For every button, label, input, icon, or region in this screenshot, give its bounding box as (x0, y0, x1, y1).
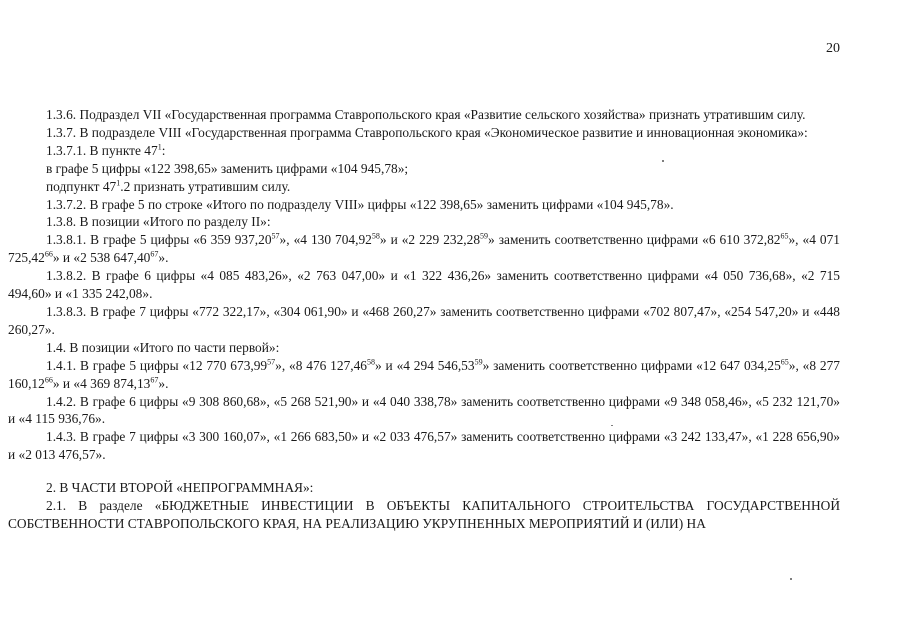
text-run: ». (158, 250, 169, 266)
text-run: » заменить соответственно цифрами «6 610 372,82 (488, 232, 781, 248)
paragraph-1-4 (8, 339, 840, 357)
text-run: 1.3.8. В позиции «Итого по разделу II»: (46, 214, 271, 230)
footnote-ref: 1 (157, 142, 162, 152)
footnote-ref: 58 (367, 357, 376, 367)
paragraph-1-3-8-1 (8, 231, 840, 267)
text-run: .2 признать утратившим силу. (120, 178, 291, 194)
text-run: », «4 130 704,92 (279, 232, 372, 248)
paragraph-1-3-6 (8, 106, 840, 124)
text-run: 1.4.3. В графе 7 цифры «3 300 160,07», «1 266 683,50» и «2 033 476,57» заменить соответственно цифрами «3 242 133,47», «1 228 656,90» и «2 013 476,57». (8, 429, 840, 463)
text-run: 1.3.6. Подраздел VII «Государственная программа Ставропольского края «Развитие сельского хозяйства» признать утратившим силу. (46, 107, 806, 122)
text-run: », «4 071 725,42 (8, 232, 840, 266)
footnote-ref: 67 (150, 375, 159, 385)
footnote-ref: 59 (480, 231, 489, 241)
scan-speck (611, 425, 613, 426)
text-run: » заменить соответственно цифрами «12 647 034,25 (482, 357, 781, 373)
text-run: 2. В ЧАСТИ ВТОРОЙ «НЕПРОГРАММНАЯ»: (46, 480, 314, 496)
text-run: » и «4 294 546,53 (375, 357, 475, 373)
paragraph-1-4-2 (8, 393, 840, 429)
document-body (8, 106, 840, 533)
text-run: ». (158, 375, 169, 391)
paragraph-1-3-8 (8, 213, 840, 231)
paragraph-subitem-47 (8, 178, 840, 196)
paragraph-1-4-3 (8, 428, 840, 464)
paragraph-1-3-8-3 (8, 303, 840, 339)
footnote-ref: 57 (271, 231, 280, 241)
text-run: 1.4.1. В графе 5 цифры «12 770 673,99 (46, 357, 268, 373)
text-run: в графе 5 цифры «122 398,65» заменить цифрами «104 945,78»; (46, 160, 409, 176)
text-run: » и «2 538 647,40 (52, 250, 151, 266)
paragraph-1-4-1 (8, 357, 840, 393)
footnote-ref: 66 (44, 249, 53, 259)
text-run: 1.4. В позиции «Итого по части первой»: (46, 339, 280, 355)
scan-speck (790, 578, 792, 580)
footnote-ref: 58 (371, 231, 380, 241)
footnote-ref: 65 (780, 357, 789, 367)
text-run: 1.3.8.2. В графе 6 цифры «4 085 483,26», «2 763 047,00» и «1 322 436,26» заменить соответственно цифрами «4 050 736,68», «2 715 494,60» и «1 335 242,08». (8, 268, 840, 302)
footnote-ref: 67 (150, 249, 159, 259)
paragraph-column-5 (8, 160, 840, 178)
text-run: 1.3.7.1. В пункте 47 (46, 142, 158, 158)
paragraph-1-3-7 (8, 124, 840, 142)
scan-speck (662, 160, 664, 162)
text-run: 1.4.2. В графе 6 цифры «9 308 860,68», «5 268 521,90» и «4 040 338,78» заменить соответственно цифрами «9 348 058,46», «5 232 121,70» и «4 115 936,76». (8, 393, 840, 427)
text-run: », «8 277 160,12 (8, 357, 840, 391)
text-run: : (161, 142, 166, 158)
footnote-ref: 65 (780, 231, 789, 241)
text-run: » и «2 229 232,28 (379, 232, 481, 248)
text-run: 1.3.8.3. В графе 7 цифры «772 322,17», «304 061,90» и «468 260,27» заменить соответственно цифрами «702 807,47», «254 547,20» и «448 260,27». (8, 303, 840, 337)
text-run: » и «4 369 874,13 (52, 375, 151, 391)
text-run: подпункт 47 (46, 178, 117, 194)
footnote-ref: 66 (44, 375, 53, 385)
footnote-ref: 57 (267, 357, 276, 367)
footnote-ref: 1 (116, 178, 121, 188)
text-run: 1.3.8.1. В графе 5 цифры «6 359 937,20 (46, 232, 272, 248)
paragraph-1-3-7-2 (8, 196, 840, 214)
paragraph-2-1 (8, 497, 840, 533)
paragraph-1-3-8-2 (8, 267, 840, 303)
footnote-ref: 59 (474, 357, 483, 367)
text-run: 1.3.7.2. В графе 5 по строке «Итого по подразделу VIII» цифры «122 398,65» заменить цифрами «104 945,78». (46, 196, 674, 212)
paragraph-1-3-7-1 (8, 142, 840, 160)
text-run: », «8 476 127,46 (275, 357, 368, 373)
page-number: 20 (826, 41, 840, 56)
text-run: 1.3.7. В подразделе VIII «Государственная программа Ставропольского края «Экономическое развитие и инновационная экономика»: (46, 124, 808, 140)
section-heading-part-two (8, 479, 840, 497)
text-run: 2.1. В разделе «БЮДЖЕТНЫЕ ИНВЕСТИЦИИ В ОБЪЕКТЫ КАПИТАЛЬНОГО СТРОИТЕЛЬСТВА ГОСУДАРСТВЕННОЙ СОБСТВЕННОСТИ СТАВРОПОЛЬСКОГО КРАЯ, НА РЕАЛИЗАЦИЮ УКРУПНЕННЫХ МЕРОПРИЯТИЙ И (ИЛИ) НА (8, 498, 840, 531)
